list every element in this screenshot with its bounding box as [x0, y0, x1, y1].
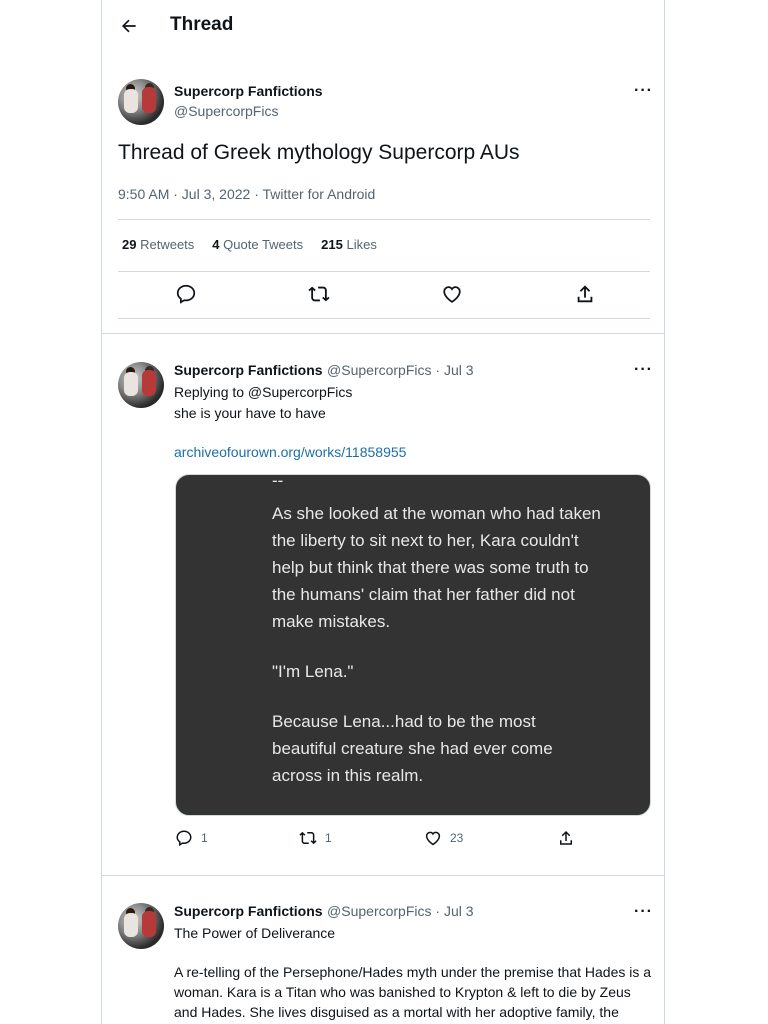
like-button[interactable] — [424, 829, 463, 847]
heart-icon — [424, 829, 442, 847]
tweet-image[interactable] — [175, 474, 651, 816]
reply-icon — [175, 829, 193, 847]
tweet-timestamp[interactable]: 9:50 AM · Jul 3, 2022 · Twitter for Android — [118, 186, 376, 202]
tweet-text: she is your have to have — [174, 405, 326, 421]
tweet-body: A re-telling of the Persephone/Hades myth under the premise that Hades is a woman. Kara is a Titan who was banished to Krypton & left to die by Zeus and Hades. She lives disguised as a mortal with her adoptive family, the — [174, 964, 652, 1020]
quotes-stat[interactable]: 4 Quote Tweets — [212, 237, 304, 252]
reply-count: 1 — [201, 831, 208, 845]
heart-icon[interactable] — [441, 283, 463, 305]
more-icon[interactable]: ··· — [634, 82, 653, 99]
author-handle[interactable]: @SupercorpFics · Jul 3 — [327, 903, 474, 919]
tweet-actions — [118, 276, 650, 316]
tweet-separator — [102, 875, 665, 876]
page-title: Thread — [170, 14, 234, 35]
author-name[interactable]: Supercorp Fanfictions — [174, 903, 323, 919]
tweet-link[interactable]: archiveofourown.org/works/11858955 — [174, 444, 407, 460]
share-button[interactable] — [557, 829, 575, 847]
thread-column — [101, 0, 665, 1024]
tweet-author-line — [174, 903, 474, 921]
likes-stat[interactable]: 215 Likes — [321, 237, 377, 252]
reply-actions — [175, 829, 595, 851]
image-text: -- As she looked at the woman who had taken the liberty to sit next to her, Kara couldn't help but think that there was some truth to the humans' claim that her father did not make mistakes. "I'm Lena." Because Lena...had to be the most beautiful creature she had ever come across in this realm. — [272, 474, 601, 785]
author-name[interactable]: Supercorp Fanfictions — [174, 362, 323, 378]
retweet-button[interactable] — [299, 829, 332, 847]
thread-header — [102, 0, 665, 52]
like-count: 23 — [450, 831, 464, 845]
share-icon — [557, 829, 575, 847]
author-handle[interactable]: @SupercorpFics · Jul 3 — [327, 362, 474, 378]
divider — [118, 318, 650, 319]
reply-button[interactable] — [175, 829, 208, 847]
retweet-icon[interactable] — [308, 283, 330, 305]
tweet-text: The Power of Deliverance — [174, 925, 336, 941]
reply-icon[interactable] — [175, 283, 197, 305]
avatar[interactable] — [118, 79, 164, 125]
avatar[interactable] — [118, 903, 164, 949]
divider — [118, 219, 650, 220]
arrow-left-icon[interactable] — [119, 16, 139, 36]
tweet-text: Thread of Greek mythology Supercorp AUs — [118, 141, 520, 164]
more-icon[interactable]: ··· — [634, 903, 653, 920]
retweet-count: 1 — [325, 831, 332, 845]
avatar[interactable] — [118, 362, 164, 408]
author-name[interactable]: Supercorp Fanfictions — [174, 83, 323, 99]
tweet-stats — [122, 237, 377, 252]
retweets-stat[interactable]: 29 Retweets — [122, 237, 195, 252]
more-icon[interactable]: ··· — [634, 361, 653, 378]
share-icon[interactable] — [574, 283, 596, 305]
tweet-author-line — [174, 362, 474, 380]
retweet-icon — [299, 829, 317, 847]
divider — [118, 271, 650, 272]
replying-to[interactable]: Replying to @SupercorpFics — [174, 384, 353, 400]
tweet-separator — [102, 333, 665, 334]
author-handle[interactable]: @SupercorpFics — [174, 103, 279, 119]
